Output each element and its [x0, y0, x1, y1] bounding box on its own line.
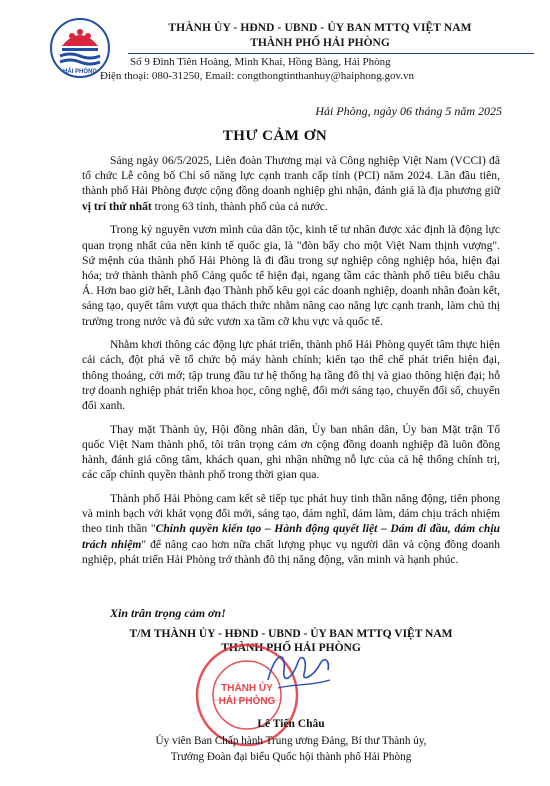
header-address: Số 9 Đinh Tiên Hoàng, Minh Khai, Hồng Bàng, Hải Phòng [130, 56, 391, 68]
logo-text: HẢI PHÒNG [62, 69, 98, 75]
paragraph-5-text-b: " để nâng cao hơn nữa chất lượng phục vụ người dân và cộng đồng doanh nghiệp, phát triển Hải Phòng trở thành đô thị năng động, văn minh và hạnh phúc. [82, 537, 500, 566]
signer-role-line2: Trưởng Đoàn đại biểu Quốc hội thành phố Hải Phòng [170, 751, 412, 763]
paragraph-5 [82, 491, 500, 567]
closing-line: Xin trân trọng cảm ơn! [110, 606, 226, 620]
letter-title: THƯ CẢM ƠN [222, 128, 328, 144]
paragraph-5-text-a: Thành phố Hải Phòng cam kết sẽ tiếp tục phát huy tinh thần năng động, tiên phong và minh bạch với khát vọng đổi mới, sáng tạo, dám nghĩ, dám làm, dám chịu trách nhiệm theo tinh thần " [82, 492, 500, 536]
paragraph-1 [82, 153, 500, 214]
seal-text-bottom: HẢI PHÒNG [218, 696, 276, 707]
letter-date: Hải Phòng, ngày 06 tháng 5 năm 2025 [315, 104, 502, 118]
paragraph-4: Thay mặt Thành ủy, Hội đồng nhân dân, Ủy ban nhân dân, Ủy ban Mặt trận Tổ quốc Việt Nam thành phố, tôi trân trọng cảm ơn cộng đồng doanh nghiệp đã luôn đồng hành, đánh giá công tâm, khách quan, ghi nhận những nỗ lực của cả hệ thống chính trị, các cấp chính quyền thành phố trong thời gian qua. [82, 422, 500, 482]
paragraph-1-emphasis: vị trí thứ nhất [82, 199, 152, 213]
header-org-line2: THÀNH PHỐ HẢI PHÒNG [250, 37, 390, 49]
header-divider [128, 53, 534, 54]
handwritten-signature [258, 640, 338, 700]
paragraph-1-text-a: Sáng ngày 06/5/2025, Liên đoàn Thương mại và Công nghiệp Việt Nam (VCCI) đã tổ chức Lễ công bố Chỉ số năng lực cạnh tranh cấp tỉnh (PCI) năm 2024. Lần đầu tiên, thành phố Hải Phòng được cộng đồng doanh nghiệp ghi nhận, đánh giá là địa phương giữ [82, 154, 500, 198]
header-org-line1: THÀNH ỦY - HĐND - UBND - ỦY BAN MTTQ VIỆT NAM [168, 22, 472, 34]
signature-org-line2: THÀNH PHỐ HẢI PHÒNG [221, 642, 361, 654]
seal-text-top: THÀNH ỦY [221, 683, 273, 694]
paragraph-1-text-b: trong 63 tỉnh, thành phố của cả nước. [151, 199, 328, 213]
paragraph-2: Trong kỷ nguyên vươn mình của dân tộc, kinh tế tư nhân được xác định là động lực quan trọng nhất của nền kinh tế quốc gia, là "đòn bẩy cho một Việt Nam thịnh vượng". Sứ mệnh của thành phố Hải Phòng là đi đầu trong sự nghiệp công nghiệp hóa, hiện đại hóa; trở thành thành phố Cảng quốc tế hiện đại, ngang tầm các thành phố tiêu biểu châu Á. Hơn bao giờ hết, Lãnh đạo Thành phố kêu gọi các doanh nghiệp, doanh nhân đoàn kết, sáng tạo, quyết tâm vượt qua thách thức nhằm nâng cao năng lực cạnh tranh, làm chủ thị trường trong nước và đủ sức vươn xa tầm cỡ khu vực và quốc tế. [82, 223, 500, 328]
letter-body [82, 153, 500, 576]
paragraph-5-slogan: Chính quyền kiến tạo – Hành động quyết liệt – Dám đi đầu, dám chịu trách nhiệm [82, 522, 500, 551]
header-contact: Điện thoại: 080-31250, Email: congthongtinthanhuy@haiphong.gov.vn [100, 70, 415, 82]
signer-name: Lê Tiến Châu [257, 718, 325, 730]
signature-org-line1: T/M THÀNH ỦY - HĐND - UBND - ỦY BAN MTTQ VIỆT NAM [129, 628, 453, 640]
paragraph-3: Nhằm khơi thông các động lực phát triển, thành phố Hải Phòng quyết tâm thực hiện cải cách, đột phá về tổ chức bộ máy hành chính; kiến tạo thể chế phát triển hiện đại, thông thoáng, cởi mở; tập trung đầu tư hệ thống hạ tầng đô thị và giao thông hiện đại; hỗ trợ doanh nghiệp phát triển khoa học, công nghệ, đổi mới sáng tạo, chuyển đổi số, chuyển đổi xanh. [82, 338, 500, 413]
signer-role-line1: Ủy viên Ban Chấp hành Trung ương Đảng, Bí thư Thành ủy, [155, 735, 427, 747]
